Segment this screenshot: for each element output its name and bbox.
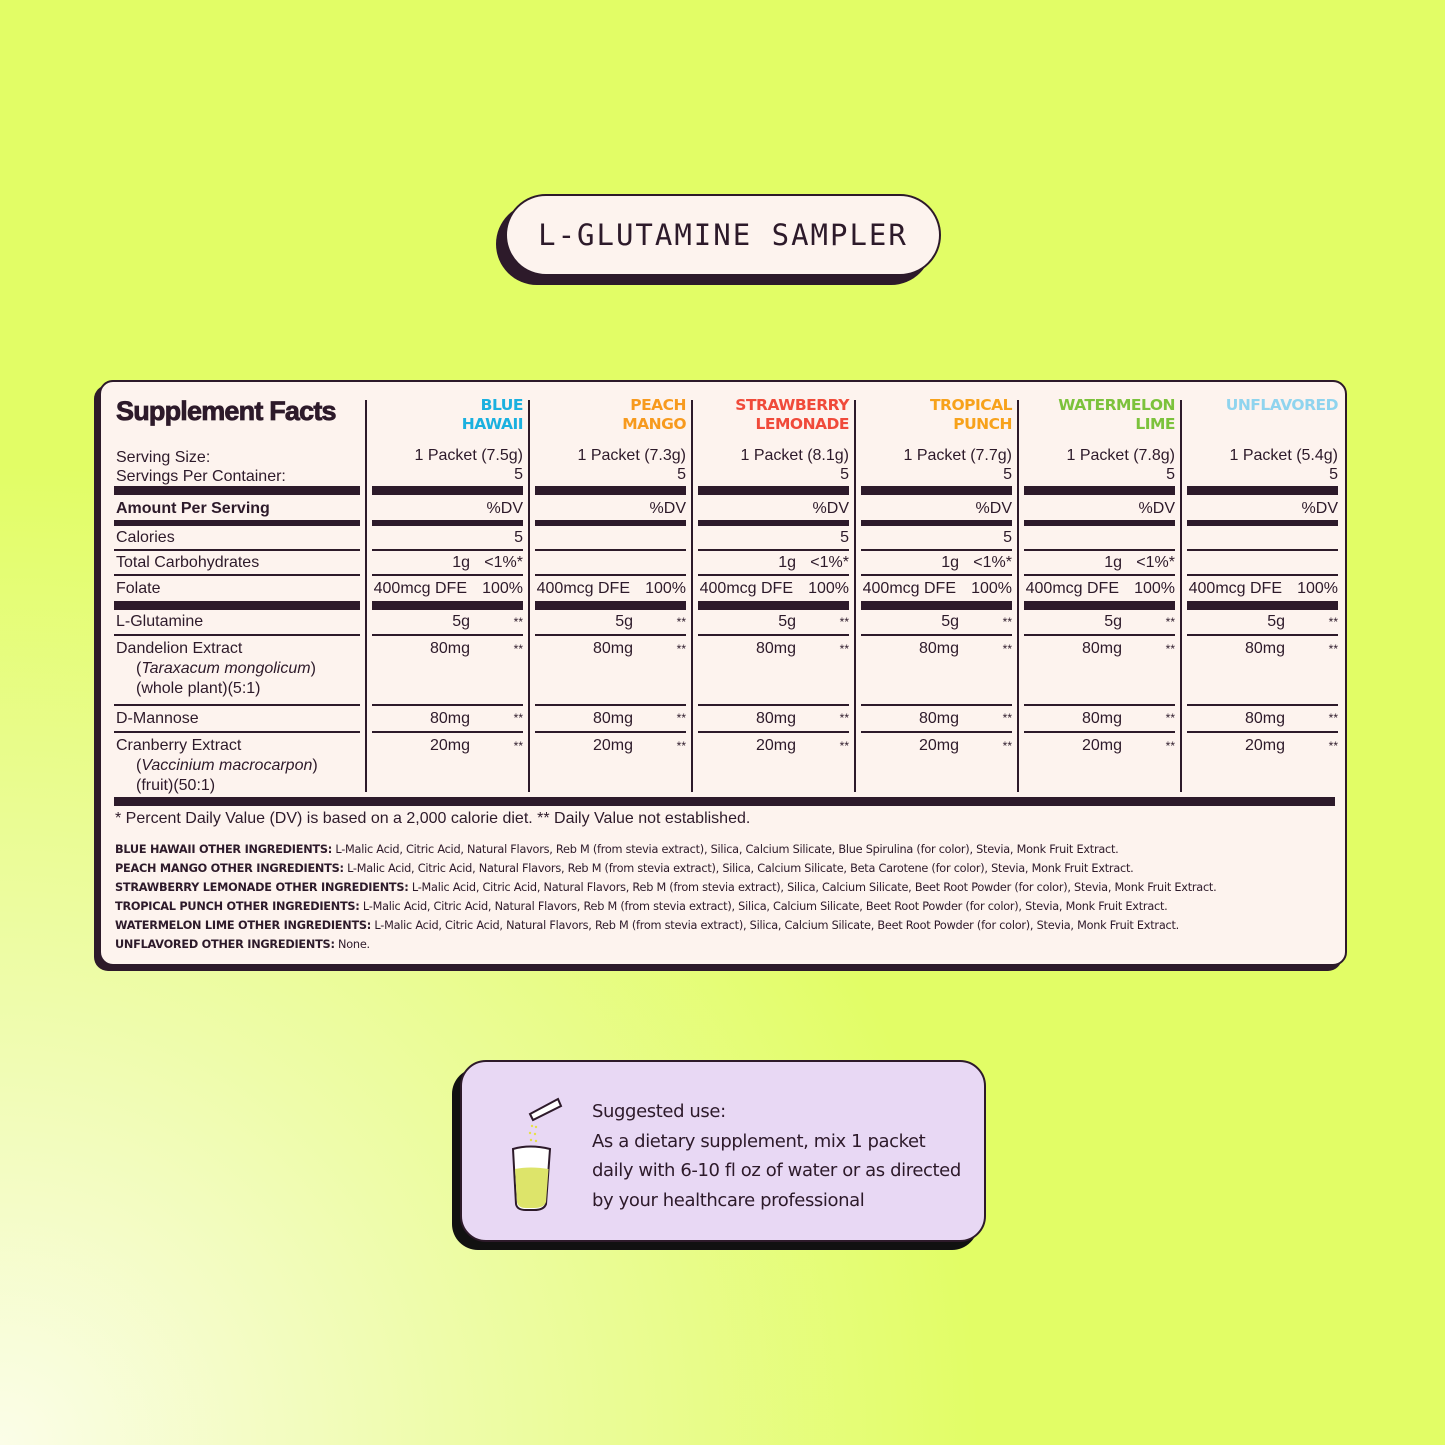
column-cell bbox=[372, 396, 523, 440]
other-ingredients-text: L-Malic Acid, Citric Acid, Natural Flavors, Reb M (from stevia extract), Silica, Calcium Silicate, Beet Root Powder (for color), Stevia, Monk Fruit Extract. bbox=[371, 919, 1179, 932]
column-cell bbox=[372, 576, 523, 601]
facts-row bbox=[114, 486, 1338, 495]
amount: 80mg bbox=[1081, 640, 1122, 657]
folate-label: Folate bbox=[116, 580, 161, 597]
amount: 1g bbox=[1104, 554, 1122, 571]
other-ingredients-text: L-Malic Acid, Citric Acid, Natural Flavors, Reb M (from stevia extract), Silica, Calcium Silicate, Blue Spirulina (for color), Stevia, Monk Fruit Extract. bbox=[332, 843, 1119, 856]
column-cell bbox=[535, 551, 686, 576]
column-cell bbox=[372, 636, 523, 706]
divider bbox=[114, 797, 1335, 806]
column-cell bbox=[698, 706, 849, 733]
daily-value bbox=[633, 551, 686, 574]
column-cell bbox=[1024, 486, 1175, 495]
column-cell bbox=[1024, 601, 1175, 610]
daily-value: ** bbox=[1165, 642, 1175, 656]
column-divider bbox=[854, 400, 856, 792]
servings-per-container: 5 bbox=[1166, 466, 1175, 483]
column-cell bbox=[372, 706, 523, 733]
daily-value: ** bbox=[839, 739, 849, 753]
supplement-facts-table bbox=[114, 396, 1338, 797]
servings-per-container: 5 bbox=[1329, 466, 1338, 483]
facts-row bbox=[114, 601, 1338, 610]
dandelion-label: Dandelion Extract bbox=[116, 640, 243, 657]
other-ingredients-text: L-Malic Acid, Citric Acid, Natural Flavors, Reb M (from stevia extract), Silica, Calcium Silicate, Beta Carotene (for color), Stevia, Monk Fruit Extract. bbox=[343, 862, 1134, 875]
amount: 80mg bbox=[918, 710, 959, 727]
footnote: * Percent Daily Value (DV) is based on a 2,000 calorie diet. ** Daily Value not established. bbox=[115, 810, 751, 827]
serving-size: 1 Packet (7.8g) bbox=[1066, 447, 1175, 464]
facts-row bbox=[114, 526, 1338, 551]
carbs-label: Total Carbohydrates bbox=[116, 554, 260, 571]
flavor-name-line: TROPICAL bbox=[929, 396, 1012, 414]
column-cell bbox=[1024, 636, 1175, 706]
column-cell bbox=[535, 733, 686, 797]
column-cell bbox=[1024, 733, 1175, 797]
column-cell bbox=[698, 440, 849, 486]
column-cell bbox=[1187, 440, 1338, 486]
daily-value: ** bbox=[1002, 711, 1012, 725]
cranberry-latin: Vaccinium macrocarpon bbox=[141, 757, 313, 774]
daily-value: ** bbox=[1328, 642, 1338, 656]
supplement-facts-title: Supplement Facts bbox=[116, 396, 336, 426]
row-label-cell bbox=[114, 497, 360, 520]
flavor-name-line: UNFLAVORED bbox=[1225, 396, 1338, 414]
row-label-cell bbox=[114, 526, 360, 551]
other-ingredients-text: None. bbox=[334, 938, 370, 951]
flavor-name bbox=[1024, 396, 1175, 434]
facts-row bbox=[114, 706, 1338, 733]
other-ingredients-label: STRAWBERRY LEMONADE OTHER INGREDIENTS: bbox=[115, 881, 409, 894]
column-cell bbox=[372, 526, 523, 551]
column-cell bbox=[535, 440, 686, 486]
column-cell bbox=[698, 497, 849, 520]
flavor-name bbox=[698, 396, 849, 434]
column-cell bbox=[372, 610, 523, 636]
calories-label: Calories bbox=[116, 529, 175, 546]
column-cell bbox=[535, 576, 686, 601]
daily-value: <1%* bbox=[484, 554, 523, 571]
amount: 400mcg DFE bbox=[373, 580, 467, 597]
column-cell bbox=[1187, 576, 1338, 601]
flavor-name-line: PEACH bbox=[630, 396, 686, 414]
lglutamine-label: L-Glutamine bbox=[116, 613, 204, 630]
column-cell bbox=[698, 551, 849, 576]
column-cell bbox=[698, 636, 849, 706]
other-ingredients-line bbox=[115, 859, 1216, 878]
facts-row bbox=[114, 497, 1338, 520]
flavor-name-line: BLUE bbox=[480, 396, 523, 414]
suggested-use-heading: Suggested use: bbox=[592, 1101, 726, 1122]
other-ingredients-line bbox=[115, 897, 1216, 916]
column-cell bbox=[372, 551, 523, 576]
amount: 1g bbox=[452, 554, 470, 571]
daily-value: 100% bbox=[1297, 580, 1338, 597]
amount: 20mg bbox=[429, 737, 470, 754]
daily-value: 100% bbox=[1134, 580, 1175, 597]
column-cell bbox=[861, 706, 1012, 733]
column-cell bbox=[1024, 551, 1175, 576]
daily-value: <1%* bbox=[1136, 554, 1175, 571]
column-cell bbox=[698, 610, 849, 636]
row-label-cell bbox=[114, 486, 360, 495]
column-cell bbox=[535, 526, 686, 551]
cranberry-label: Cranberry Extract bbox=[116, 737, 242, 754]
column-cell bbox=[1187, 636, 1338, 706]
amount: 80mg bbox=[918, 640, 959, 657]
amount: 80mg bbox=[1244, 640, 1285, 657]
dandelion-part: (whole plant)(5:1) bbox=[136, 680, 261, 697]
amount bbox=[535, 551, 633, 574]
amount: 80mg bbox=[592, 710, 633, 727]
daily-value: ** bbox=[1165, 615, 1175, 629]
servings-per-container: 5 bbox=[677, 466, 686, 483]
calories-value: 5 bbox=[514, 529, 523, 546]
column-cell bbox=[698, 486, 849, 495]
dandelion-latin: Taraxacum mongolicum bbox=[141, 660, 311, 677]
dv-header: %DV bbox=[649, 500, 686, 517]
amount: 5g bbox=[941, 613, 959, 630]
column-divider bbox=[528, 400, 530, 792]
row-label-cell bbox=[114, 440, 360, 486]
amount: 20mg bbox=[755, 737, 796, 754]
amount: 5g bbox=[452, 613, 470, 630]
servings-per-container: 5 bbox=[514, 466, 523, 483]
row-label-cell bbox=[114, 706, 360, 733]
daily-value: ** bbox=[676, 739, 686, 753]
suggested-use-line: daily with 6-10 fl oz of water or as directed bbox=[592, 1160, 961, 1181]
daily-value: <1%* bbox=[810, 554, 849, 571]
daily-value bbox=[1285, 551, 1338, 574]
product-title-badge bbox=[505, 194, 941, 276]
amount: 400mcg DFE bbox=[1188, 580, 1282, 597]
column-cell bbox=[1024, 576, 1175, 601]
daily-value: ** bbox=[513, 642, 523, 656]
daily-value: ** bbox=[1002, 642, 1012, 656]
flavor-name-line: WATERMELON bbox=[1058, 396, 1175, 414]
daily-value: ** bbox=[1328, 711, 1338, 725]
other-ingredients bbox=[115, 840, 1216, 954]
suggested-use-line: As a dietary supplement, mix 1 packet bbox=[592, 1130, 926, 1152]
row-label-cell bbox=[114, 576, 360, 601]
serving-size: 1 Packet (8.1g) bbox=[740, 447, 849, 464]
other-ingredients-label: UNFLAVORED OTHER INGREDIENTS: bbox=[115, 938, 335, 951]
column-cell bbox=[861, 576, 1012, 601]
column-cell bbox=[535, 610, 686, 636]
daily-value: ** bbox=[1002, 739, 1012, 753]
column-cell bbox=[1187, 526, 1338, 551]
facts-row bbox=[114, 733, 1338, 797]
amount: 20mg bbox=[1081, 737, 1122, 754]
column-cell bbox=[1187, 551, 1338, 576]
facts-row bbox=[114, 396, 1338, 440]
amount: 1g bbox=[778, 554, 796, 571]
column-cell bbox=[372, 497, 523, 520]
facts-row bbox=[114, 551, 1338, 576]
dv-header: %DV bbox=[1138, 500, 1175, 517]
facts-row bbox=[114, 636, 1338, 706]
servings-per-container-label: Servings Per Container: bbox=[116, 468, 286, 485]
column-cell bbox=[861, 733, 1012, 797]
daily-value: ** bbox=[1328, 615, 1338, 629]
column-cell bbox=[1187, 706, 1338, 733]
suggested-use-text bbox=[592, 1097, 961, 1215]
column-cell bbox=[1024, 396, 1175, 440]
amount-per-serving-label: Amount Per Serving bbox=[116, 500, 270, 517]
flavor-name bbox=[861, 396, 1012, 434]
column-cell bbox=[861, 551, 1012, 576]
column-cell bbox=[372, 601, 523, 610]
column-cell bbox=[861, 526, 1012, 551]
flavor-name bbox=[1187, 396, 1338, 415]
column-cell bbox=[861, 610, 1012, 636]
amount: 400mcg DFE bbox=[862, 580, 956, 597]
dv-header: %DV bbox=[486, 500, 523, 517]
mannose-label: D-Mannose bbox=[116, 710, 199, 727]
amount: 20mg bbox=[918, 737, 959, 754]
daily-value: ** bbox=[1165, 711, 1175, 725]
amount: 80mg bbox=[429, 710, 470, 727]
row-label-cell: Dandelion Extract (Taraxacum mongolicum) (whole plant)(5:1) bbox=[114, 636, 360, 706]
daily-value: 100% bbox=[645, 580, 686, 597]
column-cell bbox=[535, 706, 686, 733]
other-ingredients-line bbox=[115, 840, 1216, 859]
daily-value: ** bbox=[676, 711, 686, 725]
column-divider bbox=[691, 400, 693, 792]
daily-value: ** bbox=[839, 615, 849, 629]
product-title: L-GLUTAMINE SAMPLER bbox=[538, 218, 908, 252]
suggested-use-card bbox=[460, 1060, 986, 1242]
amount: 80mg bbox=[755, 640, 796, 657]
flavor-name-line: STRAWBERRY bbox=[735, 396, 849, 414]
column-cell bbox=[535, 636, 686, 706]
flavor-name-line: LIME bbox=[1135, 415, 1175, 433]
calories-value: 5 bbox=[1003, 529, 1012, 546]
column-cell bbox=[1024, 440, 1175, 486]
other-ingredients-label: BLUE HAWAII OTHER INGREDIENTS: bbox=[115, 843, 333, 856]
amount: 80mg bbox=[1081, 710, 1122, 727]
other-ingredients-line bbox=[115, 935, 1216, 954]
daily-value: ** bbox=[513, 615, 523, 629]
column-divider bbox=[1017, 400, 1019, 792]
daily-value: ** bbox=[839, 711, 849, 725]
daily-value: ** bbox=[1328, 739, 1338, 753]
serving-size: 1 Packet (7.7g) bbox=[903, 447, 1012, 464]
daily-value: 100% bbox=[971, 580, 1012, 597]
flavor-name-line: HAWAII bbox=[461, 415, 523, 433]
flavor-name-line: LEMONADE bbox=[755, 415, 849, 433]
column-cell bbox=[1024, 526, 1175, 551]
amount: 80mg bbox=[429, 640, 470, 657]
other-ingredients-label: WATERMELON LIME OTHER INGREDIENTS: bbox=[115, 919, 372, 932]
daily-value: ** bbox=[839, 642, 849, 656]
column-cell bbox=[861, 440, 1012, 486]
row-label-cell bbox=[114, 396, 360, 440]
amount: 5g bbox=[1267, 613, 1285, 630]
calories-value: 5 bbox=[840, 529, 849, 546]
other-ingredients-label: PEACH MANGO OTHER INGREDIENTS: bbox=[115, 862, 344, 875]
other-ingredients-label: TROPICAL PUNCH OTHER INGREDIENTS: bbox=[115, 900, 360, 913]
column-cell bbox=[861, 497, 1012, 520]
column-cell bbox=[698, 396, 849, 440]
amount: 20mg bbox=[1244, 737, 1285, 754]
daily-value: ** bbox=[1165, 739, 1175, 753]
column-cell bbox=[535, 486, 686, 495]
flavor-name bbox=[535, 396, 686, 434]
daily-value: <1%* bbox=[973, 554, 1012, 571]
row-label-cell bbox=[114, 601, 360, 610]
dv-header: %DV bbox=[975, 500, 1012, 517]
amount: 80mg bbox=[755, 710, 796, 727]
supplement-facts-panel bbox=[99, 380, 1347, 966]
amount: 80mg bbox=[1244, 710, 1285, 727]
column-cell bbox=[698, 601, 849, 610]
glass-with-packet-icon bbox=[510, 1096, 580, 1216]
daily-value: ** bbox=[513, 739, 523, 753]
facts-row bbox=[114, 440, 1338, 486]
amount: 5g bbox=[778, 613, 796, 630]
row-label-cell bbox=[114, 610, 360, 636]
column-cell bbox=[861, 486, 1012, 495]
column-cell bbox=[1187, 733, 1338, 797]
column-cell bbox=[698, 576, 849, 601]
column-divider bbox=[1180, 400, 1182, 792]
dv-header: %DV bbox=[812, 500, 849, 517]
column-cell bbox=[1187, 497, 1338, 520]
column-cell bbox=[535, 601, 686, 610]
amount bbox=[1187, 551, 1285, 574]
amount: 400mcg DFE bbox=[536, 580, 630, 597]
serving-size: 1 Packet (7.3g) bbox=[577, 447, 686, 464]
daily-value: ** bbox=[513, 711, 523, 725]
daily-value: ** bbox=[1002, 615, 1012, 629]
row-label-cell bbox=[114, 551, 360, 576]
amount: 400mcg DFE bbox=[1025, 580, 1119, 597]
flavor-name-line: MANGO bbox=[622, 415, 686, 433]
column-cell bbox=[861, 396, 1012, 440]
column-cell bbox=[698, 526, 849, 551]
daily-value: ** bbox=[676, 642, 686, 656]
column-cell bbox=[1187, 396, 1338, 440]
amount: 80mg bbox=[592, 640, 633, 657]
column-cell bbox=[698, 733, 849, 797]
other-ingredients-text: L-Malic Acid, Citric Acid, Natural Flavors, Reb M (from stevia extract), Silica, Calcium Silicate, Beet Root Powder (for color), Stevia, Monk Fruit Extract. bbox=[359, 900, 1168, 913]
suggested-use-line: by your healthcare professional bbox=[592, 1189, 865, 1211]
amount: 5g bbox=[615, 613, 633, 630]
column-cell bbox=[861, 601, 1012, 610]
column-cell bbox=[372, 486, 523, 495]
serving-size-label: Serving Size: bbox=[116, 449, 211, 466]
other-ingredients-line bbox=[115, 878, 1216, 897]
serving-size: 1 Packet (5.4g) bbox=[1229, 447, 1338, 464]
serving-size: 1 Packet (7.5g) bbox=[414, 447, 523, 464]
amount: 400mcg DFE bbox=[699, 580, 793, 597]
amount: 20mg bbox=[592, 737, 633, 754]
flavor-name-line: PUNCH bbox=[953, 415, 1012, 433]
column-cell bbox=[861, 636, 1012, 706]
column-cell bbox=[1187, 486, 1338, 495]
other-ingredients-text: L-Malic Acid, Citric Acid, Natural Flavors, Reb M (from stevia extract), Silica, Calcium Silicate, Beet Root Powder (for color), Stevia, Monk Fruit Extract. bbox=[408, 881, 1217, 894]
servings-per-container: 5 bbox=[840, 466, 849, 483]
column-cell bbox=[1187, 601, 1338, 610]
column-cell bbox=[372, 733, 523, 797]
column-cell bbox=[535, 396, 686, 440]
column-cell bbox=[535, 497, 686, 520]
amount: 5g bbox=[1104, 613, 1122, 630]
column-cell bbox=[372, 440, 523, 486]
dv-header: %DV bbox=[1301, 500, 1338, 517]
facts-row bbox=[114, 610, 1338, 636]
amount: 1g bbox=[941, 554, 959, 571]
column-cell bbox=[1187, 610, 1338, 636]
servings-per-container: 5 bbox=[1003, 466, 1012, 483]
column-divider bbox=[365, 400, 367, 792]
flavor-name bbox=[372, 396, 523, 434]
daily-value: 100% bbox=[808, 580, 849, 597]
other-ingredients-line bbox=[115, 916, 1216, 935]
column-cell bbox=[1024, 497, 1175, 520]
daily-value: 100% bbox=[482, 580, 523, 597]
column-cell bbox=[1024, 610, 1175, 636]
daily-value: ** bbox=[676, 615, 686, 629]
facts-row bbox=[114, 576, 1338, 601]
cranberry-part: (fruit)(50:1) bbox=[136, 777, 216, 794]
column-cell bbox=[1024, 706, 1175, 733]
row-label-cell: Cranberry Extract (Vaccinium macrocarpon) (fruit)(50:1) bbox=[116, 737, 318, 794]
